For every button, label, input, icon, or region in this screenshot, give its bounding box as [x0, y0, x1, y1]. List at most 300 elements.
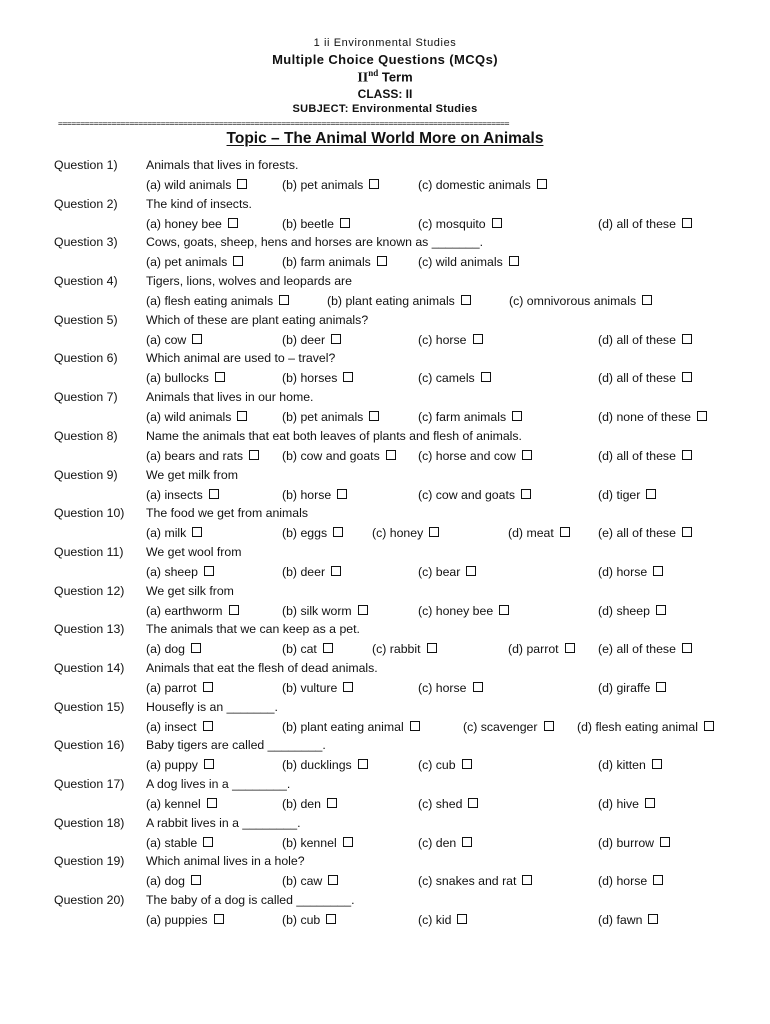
answer-checkbox[interactable] [343, 837, 353, 847]
answer-checkbox[interactable] [323, 643, 333, 653]
question-item [0, 851, 770, 890]
answer-option-text: (b) pet animals [282, 178, 364, 192]
answer-option-text: (a) earthworm [146, 603, 223, 618]
answer-option [282, 526, 343, 540]
answer-option-text: (d) all of these [598, 332, 676, 347]
answer-option-text: (c) kid [418, 913, 452, 928]
answer-option-text: (d) all of these [598, 371, 676, 386]
answer-option [146, 488, 219, 502]
answer-option [598, 449, 692, 463]
answer-option [508, 642, 575, 656]
answer-option [146, 758, 214, 772]
answer-option [327, 294, 471, 308]
answer-options [0, 255, 770, 271]
answer-option-text: (c) domestic animals [418, 178, 531, 192]
answer-checkbox[interactable] [682, 450, 692, 460]
answer-checkbox[interactable] [642, 295, 652, 305]
answer-option-text: (d) all of these [598, 448, 676, 463]
answer-checkbox[interactable] [233, 256, 243, 266]
answer-checkbox[interactable] [203, 721, 213, 731]
answer-option-text: (b) horse [282, 487, 332, 502]
answer-option-text: (a) puppies [146, 913, 208, 928]
answer-option-text: (c) horse [418, 332, 467, 347]
question-text: A rabbit lives in a ________. [146, 815, 301, 830]
answer-checkbox[interactable] [204, 566, 214, 576]
question-number: Question 18) [54, 815, 125, 830]
question-item [0, 465, 770, 504]
answer-option-text: (b) kennel [282, 835, 337, 850]
answer-options [0, 642, 770, 658]
answer-checkbox[interactable] [279, 295, 289, 305]
question-text: Baby tigers are called ________. [146, 738, 326, 753]
answer-option [282, 178, 379, 192]
answer-option-text: (a) dog [146, 874, 185, 889]
question-number: Question 13) [54, 622, 125, 637]
answer-option-text: (d) kitten [598, 758, 646, 773]
question-text: Housefly is an _______. [146, 699, 278, 714]
answer-checkbox[interactable] [192, 527, 202, 537]
answer-option-text: (c) horse and cow [418, 448, 516, 463]
answer-option [463, 720, 554, 734]
answer-option-text: (b) vulture [282, 680, 338, 695]
answer-checkbox[interactable] [326, 914, 336, 924]
answer-option-text: (d) sheep [598, 603, 650, 618]
question-text: Name the animals that eat both leaves of plants and flesh of animals. [146, 428, 522, 443]
answer-option-text: (c) cow and goats [418, 487, 516, 502]
answer-checkbox[interactable] [343, 372, 353, 382]
answer-option-text: (c) den [418, 835, 457, 850]
answer-options [0, 410, 770, 426]
answer-option-text: (d) all of these [598, 216, 676, 231]
question-text: A dog lives in a ________. [146, 777, 291, 791]
question-item [0, 271, 770, 310]
answer-checkbox[interactable] [203, 682, 213, 692]
answer-checkbox[interactable] [537, 179, 547, 189]
answer-options [0, 488, 770, 504]
term-word: Term [378, 69, 413, 85]
answer-checkbox[interactable] [646, 489, 656, 499]
question-item [0, 232, 770, 271]
answer-option-text: (d) parrot [508, 642, 559, 657]
answer-option [598, 604, 666, 618]
answer-option [282, 255, 387, 269]
answer-options [0, 371, 770, 387]
answer-option [146, 255, 243, 269]
answer-checkbox[interactable] [228, 218, 238, 228]
answer-option [282, 488, 347, 502]
term-roman: II [357, 70, 369, 86]
answer-option [372, 526, 439, 540]
question-number: Question 20) [54, 893, 125, 908]
answer-checkbox[interactable] [192, 334, 202, 344]
answer-option [282, 604, 368, 618]
question-item [0, 697, 770, 736]
answer-options [0, 526, 770, 542]
term-superscript: nd [368, 68, 379, 78]
answer-checkbox[interactable] [358, 759, 368, 769]
subject-label: SUBJECT: Environmental Studies [292, 103, 478, 115]
answer-option [418, 797, 478, 811]
answer-option [598, 217, 692, 231]
answer-checkbox[interactable] [207, 798, 217, 808]
question-number: Question 8) [54, 428, 118, 443]
question-text: Cows, goats, sheep, hens and horses are known as _______. [146, 235, 484, 250]
answer-option-text: (b) cat [282, 642, 317, 657]
question-text: Which of these are plant eating animals? [146, 312, 369, 327]
answer-option [418, 836, 472, 850]
question-text: Animals that lives in our home. [146, 390, 314, 405]
answer-checkbox[interactable] [653, 875, 663, 885]
answer-checkbox[interactable] [429, 527, 439, 537]
question-text: We get silk from [146, 583, 234, 598]
answer-option-text: (b) plant eating animal [282, 719, 404, 734]
answer-options [0, 449, 770, 465]
answer-checkbox[interactable] [481, 372, 491, 382]
answer-option [577, 720, 714, 734]
answer-checkbox[interactable] [328, 875, 338, 885]
answer-checkbox[interactable] [522, 450, 532, 460]
answer-checkbox[interactable] [215, 372, 225, 382]
question-number: Question 6) [54, 351, 118, 366]
answer-option-text: (d) giraffe [598, 680, 651, 695]
answer-option-text: (a) cow [146, 332, 187, 347]
question-text: Which animal are used to – travel? [146, 351, 336, 366]
answer-checkbox[interactable] [457, 914, 467, 924]
answer-option [418, 604, 509, 618]
answer-options [0, 913, 770, 929]
answer-option [418, 758, 472, 772]
answer-checkbox[interactable] [331, 334, 341, 344]
answer-option [598, 565, 663, 579]
answer-checkbox[interactable] [229, 605, 239, 615]
answer-option [418, 449, 532, 463]
question-number: Question 10) [54, 506, 125, 521]
answer-checkbox[interactable] [462, 837, 472, 847]
question-item [0, 310, 770, 349]
answer-option [598, 797, 655, 811]
answer-checkbox[interactable] [648, 914, 658, 924]
answer-checkbox[interactable] [682, 643, 692, 653]
answer-option [598, 913, 658, 927]
answer-option [146, 565, 214, 579]
answer-option-text: (b) beetle [282, 216, 334, 231]
answer-option [282, 565, 341, 579]
answer-option [146, 874, 201, 888]
answer-option-text: (a) kennel [146, 797, 201, 811]
answer-option-text: (b) silk worm [282, 603, 352, 618]
answer-options [0, 333, 770, 349]
answer-option-text: (a) wild animals [146, 410, 232, 425]
question-item [0, 426, 770, 465]
answer-checkbox[interactable] [682, 218, 692, 228]
question-number: Question 1) [54, 158, 118, 172]
answer-option [146, 526, 202, 540]
answer-checkbox[interactable] [468, 798, 478, 808]
topic-heading [0, 130, 770, 148]
question-text: Tigers, lions, wolves and leopards are [146, 274, 352, 289]
answer-checkbox[interactable] [660, 837, 670, 847]
answer-option [418, 913, 467, 927]
answer-option [418, 178, 547, 192]
answer-checkbox[interactable] [522, 875, 532, 885]
answer-option [146, 642, 201, 656]
answer-checkbox[interactable] [410, 721, 420, 731]
answer-checkbox[interactable] [204, 759, 214, 769]
answer-options [0, 294, 770, 310]
answer-option [282, 217, 350, 231]
answer-option-text: (b) ducklings [282, 758, 352, 773]
question-text: Which animal lives in a hole? [146, 854, 305, 869]
answer-option [418, 217, 502, 231]
question-number: Question 9) [54, 467, 118, 482]
question-item [0, 194, 770, 233]
answer-option-text: (c) shed [418, 797, 463, 811]
answer-option-text: (c) bear [418, 564, 461, 579]
answer-checkbox[interactable] [560, 527, 570, 537]
question-item [0, 658, 770, 697]
question-item [0, 348, 770, 387]
answer-option [282, 720, 420, 734]
question-number: Question 17) [54, 777, 125, 791]
question-list [0, 155, 770, 929]
answer-options [0, 681, 770, 697]
answer-option-text: (a) bears and rats [146, 448, 244, 463]
answer-checkbox[interactable] [340, 218, 350, 228]
answer-option-text: (a) stable [146, 835, 198, 850]
answer-checkbox[interactable] [337, 489, 347, 499]
answer-checkbox[interactable] [512, 411, 522, 421]
answer-option-text: (b) horses [282, 371, 338, 386]
answer-checkbox[interactable] [377, 256, 387, 266]
answer-option [146, 178, 247, 192]
answer-option-text: (b) den [282, 797, 321, 811]
answer-option [598, 488, 656, 502]
class-label: CLASS: II [357, 87, 413, 101]
document-header-line: 1 ii Environmental Studies [313, 37, 457, 49]
answer-checkbox[interactable] [358, 605, 368, 615]
answer-checkbox[interactable] [214, 914, 224, 924]
answer-option [418, 371, 491, 385]
answer-option-text: (b) eggs [282, 526, 328, 541]
question-item [0, 581, 770, 620]
answer-option-text: (c) rabbit [372, 642, 421, 657]
question-text: The kind of insects. [146, 196, 252, 211]
answer-checkbox[interactable] [473, 334, 483, 344]
answer-option-text: (a) pet animals [146, 255, 228, 270]
answer-option-text: (d) burrow [598, 835, 655, 850]
answer-option [146, 333, 202, 347]
answer-option [598, 681, 666, 695]
answer-option [146, 449, 259, 463]
answer-option [146, 797, 217, 811]
answer-checkbox[interactable] [682, 372, 692, 382]
answer-options [0, 604, 770, 620]
question-item [0, 774, 770, 813]
question-text: The baby of a dog is called ________. [146, 893, 355, 908]
answer-option-text: (b) caw [282, 874, 323, 889]
answer-option-text: (c) camels [418, 371, 475, 386]
question-number: Question 3) [54, 235, 118, 250]
answer-option [418, 410, 522, 424]
question-item [0, 542, 770, 581]
answer-checkbox[interactable] [386, 450, 396, 460]
answer-option [146, 913, 224, 927]
question-text: The animals that we can keep as a pet. [146, 622, 360, 637]
question-number: Question 12) [54, 583, 125, 598]
answer-option [598, 642, 692, 656]
answer-checkbox[interactable] [682, 334, 692, 344]
answer-checkbox[interactable] [473, 682, 483, 692]
answer-options [0, 758, 770, 774]
answer-option [282, 449, 396, 463]
document-title: Multiple Choice Questions (MCQs) [272, 52, 498, 67]
answer-option-text: (c) honey bee [418, 603, 494, 618]
answer-option-text: (d) flesh eating animal [577, 719, 698, 734]
answer-checkbox[interactable] [544, 721, 554, 731]
answer-checkbox[interactable] [462, 759, 472, 769]
answer-option-text: (c) farm animals [418, 410, 507, 425]
answer-options [0, 720, 770, 736]
answer-option [146, 217, 238, 231]
answer-option [418, 565, 476, 579]
answer-options [0, 874, 770, 890]
answer-option [598, 526, 692, 540]
term-label [0, 68, 770, 86]
answer-option [598, 333, 692, 347]
answer-checkbox[interactable] [697, 411, 707, 421]
question-item [0, 387, 770, 426]
question-text: We get wool from [146, 544, 242, 559]
answer-option-text: (d) tiger [598, 487, 641, 502]
answer-checkbox[interactable] [499, 605, 509, 615]
question-number: Question 19) [54, 854, 125, 869]
answer-checkbox[interactable] [656, 682, 666, 692]
answer-option-text: (c) wild animals [418, 255, 503, 270]
answer-option [282, 642, 333, 656]
question-item [0, 735, 770, 774]
answer-option-text: (d) hive [598, 797, 640, 811]
answer-option-text: (d) fawn [598, 913, 643, 928]
answer-checkbox[interactable] [333, 527, 343, 537]
answer-option [146, 720, 213, 734]
answer-option [282, 836, 353, 850]
answer-checkbox[interactable] [427, 643, 437, 653]
answer-options [0, 178, 770, 194]
answer-option [146, 410, 247, 424]
answer-option-text: (c) horse [418, 680, 467, 695]
answer-option [282, 874, 338, 888]
answer-checkbox[interactable] [237, 411, 247, 421]
answer-checkbox[interactable] [369, 179, 379, 189]
question-text: The food we get from animals [146, 506, 308, 521]
question-item [0, 155, 770, 194]
answer-option [282, 410, 379, 424]
answer-option [282, 371, 353, 385]
answer-option [418, 255, 519, 269]
answer-option [598, 371, 692, 385]
answer-option [598, 758, 662, 772]
answer-checkbox[interactable] [369, 411, 379, 421]
question-text: We get milk from [146, 467, 239, 482]
answer-option [418, 488, 531, 502]
answer-checkbox[interactable] [492, 218, 502, 228]
header-divider: ===================================================================================================== [58, 119, 510, 128]
answer-option-text: (b) cub [282, 913, 321, 928]
answer-option-text: (a) sheep [146, 564, 198, 579]
question-item [0, 503, 770, 542]
answer-option [282, 681, 353, 695]
answer-checkbox[interactable] [461, 295, 471, 305]
answer-checkbox[interactable] [682, 527, 692, 537]
answer-checkbox[interactable] [191, 643, 201, 653]
question-number: Question 5) [54, 312, 118, 327]
answer-checkbox[interactable] [521, 489, 531, 499]
answer-option-text: (e) all of these [598, 642, 676, 657]
answer-option-text: (d) horse [598, 564, 648, 579]
answer-checkbox[interactable] [203, 837, 213, 847]
answer-option-text: (a) milk [146, 526, 187, 541]
answer-option-text: (b) deer [282, 332, 326, 347]
answer-checkbox[interactable] [191, 875, 201, 885]
answer-option [508, 526, 570, 540]
answer-option-text: (a) wild animals [146, 178, 232, 192]
answer-option-text: (b) farm animals [282, 255, 371, 270]
answer-option-text: (c) honey [372, 526, 424, 541]
answer-checkbox[interactable] [509, 256, 519, 266]
question-number: Question 14) [54, 660, 125, 675]
answer-checkbox[interactable] [209, 489, 219, 499]
answer-checkbox[interactable] [565, 643, 575, 653]
question-number: Question 11) [54, 544, 124, 559]
answer-checkbox[interactable] [656, 605, 666, 615]
answer-option [282, 758, 368, 772]
answer-checkbox[interactable] [645, 798, 655, 808]
answer-options [0, 797, 770, 813]
question-number: Question 4) [54, 274, 118, 289]
answer-option-text: (c) omnivorous animals [509, 294, 637, 309]
answer-checkbox[interactable] [237, 179, 247, 189]
answer-checkbox[interactable] [704, 721, 714, 731]
answer-checkbox[interactable] [653, 566, 663, 576]
answer-option-text: (c) cub [418, 758, 456, 773]
answer-checkbox[interactable] [331, 566, 341, 576]
answer-option [146, 604, 239, 618]
answer-option [509, 294, 652, 308]
answer-option [146, 371, 225, 385]
answer-option-text: (b) plant eating animals [327, 294, 455, 309]
answer-checkbox[interactable] [249, 450, 259, 460]
answer-checkbox[interactable] [343, 682, 353, 692]
answer-option [418, 333, 483, 347]
answer-checkbox[interactable] [652, 759, 662, 769]
answer-option-text: (b) pet animals [282, 410, 364, 425]
question-number: Question 16) [54, 738, 125, 753]
answer-options [0, 836, 770, 852]
answer-option-text: (b) deer [282, 564, 326, 579]
answer-option-text: (a) honey bee [146, 216, 222, 231]
answer-option-text: (a) puppy [146, 758, 198, 773]
question-item [0, 890, 770, 929]
answer-option-text: (b) cow and goats [282, 448, 380, 463]
question-item [0, 813, 770, 852]
answer-checkbox[interactable] [327, 798, 337, 808]
answer-option [146, 836, 213, 850]
answer-option-text: (a) flesh eating animals [146, 294, 274, 309]
answer-checkbox[interactable] [466, 566, 476, 576]
question-number: Question 2) [54, 196, 118, 211]
answer-option [598, 874, 663, 888]
answer-option [598, 410, 707, 424]
